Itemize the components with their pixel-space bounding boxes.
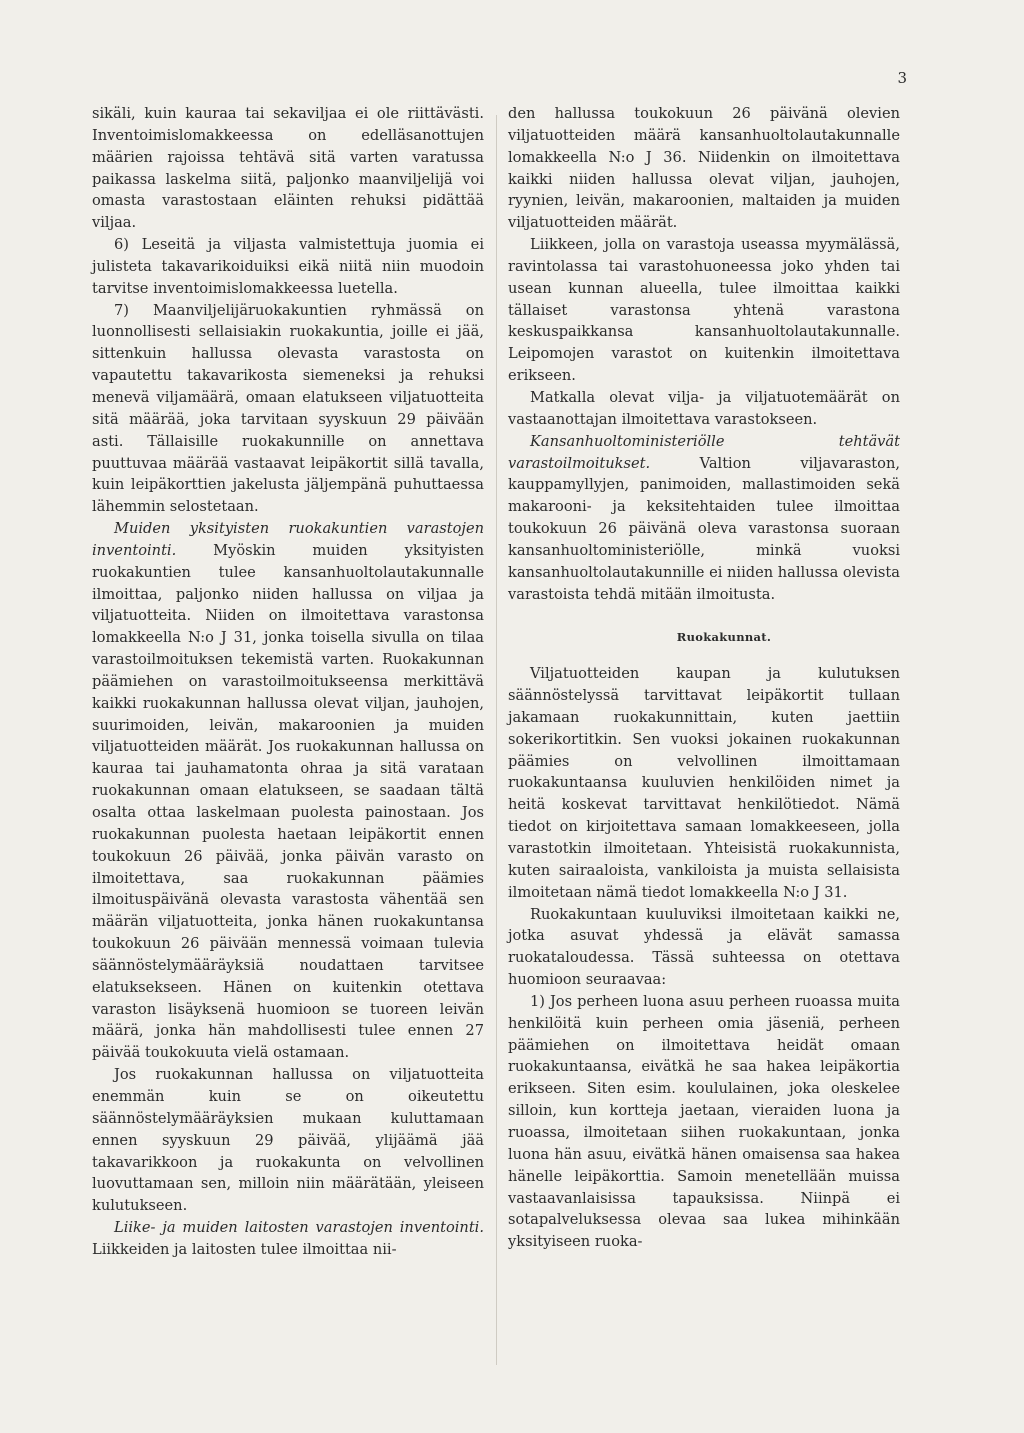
section-title-inline: Muiden yksityisten ruokakuntien varastojen inventointi. [92, 520, 484, 559]
paragraph: 1) Jos perheen luona asuu perheen ruoassa muita henkilöitä kuin perheen omia jäseniä, perheen päämiehen on ilmoitettava heidät omaan ruokakuntaansa, eivätkä he saa hakea leipäkortia erikseen. Siten esim. koululainen, joka oleskelee silloin, kun kortteja jaetaan, vieraiden luona ja ruoassa, ilmoitetaan siihen ruokakuntaan, jonka luona hän asuu, eivätkä hänen omaisensa saa hakea hänelle leipäkorttia. Samoin menetellään muissa vastaavanlaisissa tapauksissa. Niinpä ei sotapalveluksessa olevaa saa lukea mihinkään yksityiseen ruoka- [508, 992, 900, 1251]
paragraph [92, 1217, 484, 1261]
paragraph: Ruokakuntaan kuuluviksi ilmoitetaan kaikki ne, jotka asuvat yhdessä ja elävät samassa ruokataloudessa. Tässä suhteessa on otettava huomioon seuraavaa: [508, 905, 900, 989]
paragraph: Matkalla olevat vilja- ja viljatuotemäärät on vastaanottajan ilmoitettava varastokseen. [508, 388, 900, 428]
paragraph-text: Valtion viljavaraston, kauppamyllyjen, panimoiden, mallastimoiden sekä makarooni- ja keksitehtaiden tulee ilmoittaa toukokuun 26 päivänä oleva varastonsa suoraan kansanhuoltoministeriölle, minkä vuoksi kansanhuoltolautakunnille ei niiden hallussa olevista varastoista tehdä mitään ilmoitusta. [508, 454, 900, 603]
paragraph-text: Liikkeiden ja laitosten tulee ilmoittaa nii- [92, 1240, 397, 1258]
paragraph [508, 431, 900, 606]
section-title-inline: Kansanhuoltoministeriölle tehtävät varastoilmoitukset. [508, 432, 900, 472]
paragraph: 7) Maanviljelijäruokakuntien ryhmässä on luonnollisesti sellaisiakin ruokakuntia, joille ei jää, sittenkuin hallussa olevasta varastosta on vapautettu takavarikosta siemeneksi ja rehuksi menevä viljamäärä, omaan elatukseen viljatuotteita sitä määrää, joka tarvitaan syyskuun 29 päivään asti. Tällaisille ruokakunnille on annettava puuttuvaa määrää vastaavat leipäkortit sillä tavalla, kuin leipäkorttien jakelusta jäljempänä puhuttaessa lähemmin selostetaan. [92, 301, 484, 516]
column-divider [496, 115, 497, 1365]
paragraph: den hallussa toukokuun 26 päivänä olevien viljatuotteiden määrä kansanhuoltolautakunnalle lomakkeella N:o J 36. Niidenkin on ilmoitettava kaikki niiden hallussa olevat viljan, jauhojen, ryynien, leivän, makaroonien, maltaiden ja muiden viljatuotteiden määrät. [508, 105, 900, 232]
paragraph: Jos ruokakunnan hallussa on viljatuotteita enemmän kuin se on oikeutettu säännöstelymääräyksien mukaan kuluttamaan ennen syyskuun 29 päivää, ylijäämä jää takavarikkoon ja ruokakunta on velvollinen luovuttamaan sen, milloin niin määrätään, yleiseen kulutukseen. [92, 1066, 484, 1215]
right-column [508, 103, 900, 1253]
page-number: 3 [897, 69, 907, 87]
paragraph: Viljatuotteiden kaupan ja kulutuksen säännöstelyssä tarvittavat leipäkortit tullaan jakamaan ruokakunnittain, kuten jaettiin sokerikortitkin. Sen vuoksi jokainen ruokakunnan päämies on velvollinen ilmoittamaan ruokakuntaansa kuuluvien henkilöiden nimet ja heitä koskevat tarvittavat henkilötiedot. Nämä tiedot on kirjoitettava samaan lomakkeeseen, jolla varastotkin ilmoitetaan. Yhteisistä ruokakunnista, kuten sairaaloista, vankiloista ja muista sellaisista ilmoitetaan nämä tiedot lomakkeella N:o J 31. [508, 665, 900, 901]
section-title-inline: Liike- ja muiden laitosten varastojen inventointi. [114, 1219, 484, 1237]
section-heading: Ruokakunnat. [676, 630, 772, 645]
paragraph-text: Myöskin muiden yksityisten ruokakuntien tulee kansanhuoltolautakunnalle ilmoittaa, paljonko niiden hallussa on viljaa ja viljatuotteita. Niiden on ilmoitettava varastonsa lomakkeella N:o J 31, jonka toisella sivulla on tilaa varastoilmoituksen tekemistä varten. Ruokakunnan päämiehen on varastoilmoitukseensa merkittävä kaikki ruokakunnan hallussa olevat viljan, jauhojen, suurimoiden, leivän, makaroonien ja muiden viljatuotteiden määrät. Jos ruokakunnan hallussa on kauraa tai jauhamatonta ohraa ja sitä varataan ruokakunnan omaan elatukseen, se saadaan tältä osalta ottaa laskelmaan puolesta painostaan. Jos ruokakunnan puolesta haetaan leipäkortit ennen toukokuun 26 päivää, jonka päivän varasto on ilmoitettava, saa ruokakunnan päämies ilmoituspäivänä olevasta varastosta vähentää sen määrän viljatuotteita, jonka hänen ruokakuntansa toukokuun 26 päivään mennessä voimaan tulevia säännöstelymääräyksiä noudattaen tarvitsee elatuksekseen. Hänen on kuitenkin otettava varaston lisäyksenä huomioon se tuoreen leivän määrä, jonka hän mahdollisesti tulee ennen 27 päivää toukokuuta vielä ostamaan. [92, 541, 484, 1062]
paragraph: sikäli, kuin kauraa tai sekaviljaa ei ole riittävästi. Inventoimislomakkeessa on edelläsanottujen määrien rajoissa tehtävä sitä varten varatussa paikassa laskelma siitä, paljonko maanviljelijä voi omasta varastostaan eläinten rehuksi pidättää viljaa. [92, 105, 484, 232]
paragraph [92, 518, 484, 1064]
paragraph: Liikkeen, jolla on varastoja useassa myymälässä, ravintolassa tai varastohuoneessa joko yhden tai usean kunnan alueella, tulee ilmoittaa kaikki tällaiset varastonsa yhtenä varastona keskuspaikkansa kansanhuoltolautakunnalle. Leipomojen varastot on kuitenkin ilmoitettava erikseen. [508, 236, 900, 385]
left-column [92, 103, 484, 1261]
paragraph: 6) Leseitä ja viljasta valmistettuja juomia ei julisteta takavarikoiduiksi eikä niitä niin muodoin tarvitse inventoimislomakkeessa luetella. [92, 236, 484, 297]
